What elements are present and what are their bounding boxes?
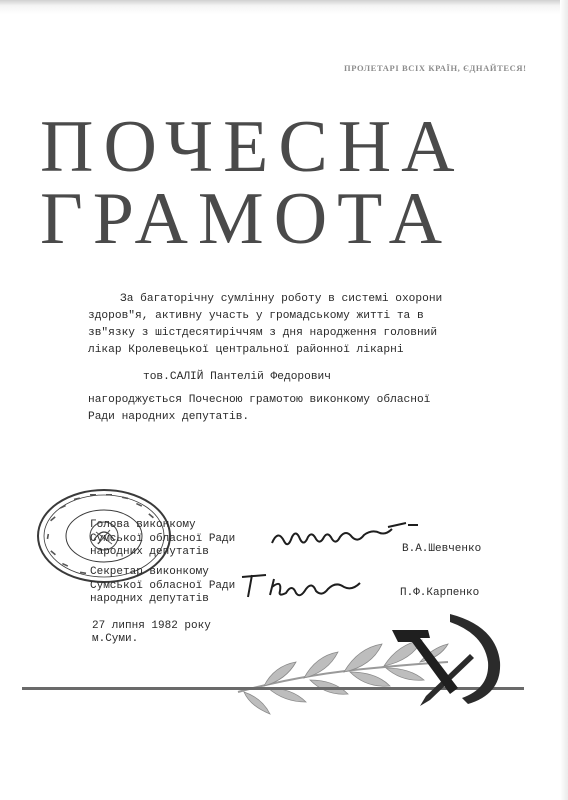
signatory-title-line: Секретар виконкому	[90, 566, 209, 578]
citation-line: лікар Кролевецької центральної районної лікарні	[88, 344, 404, 356]
citation-line: За багаторічну сумлінну роботу в системі охорони	[120, 293, 443, 305]
awardee-name: тов.САЛІЙ Пантелій Федорович	[143, 371, 331, 383]
signatory-title-line: Сумської обласної Ради	[90, 579, 236, 592]
issue-date: 27 липня 1982 року	[92, 620, 211, 632]
issue-place: м.Суми.	[92, 633, 139, 645]
award-line: Ради народних депутатів.	[88, 411, 250, 423]
scan-edge-top	[0, 0, 568, 14]
signatory-title-line: народних депутатів	[90, 593, 209, 605]
title-line-1: ПОЧЕСНА	[40, 106, 465, 188]
citation-paragraph	[88, 291, 442, 359]
signatory-title-line: народних депутатів	[90, 546, 209, 558]
signatory-title-line: Голова виконкому	[90, 519, 196, 531]
signatory-title-line: Сумської обласної Ради	[90, 532, 236, 545]
signature-secretary	[236, 571, 396, 601]
citation-line: зв"язку з шістдесятиріччям з дня народження головний	[88, 327, 438, 339]
hammer-and-sickle-icon	[380, 608, 506, 708]
slogan: ПРОЛЕТАРІ ВСІХ КРАЇН, ЄДНАЙТЕСЯ!	[344, 63, 527, 73]
award-paragraph	[88, 392, 430, 426]
issue-date-place	[92, 620, 211, 646]
signatory-title-secretary	[90, 566, 235, 607]
scan-edge-right	[560, 0, 568, 800]
award-line: нагороджується Почесною грамотою виконкому обласної	[88, 394, 431, 406]
signatory-name-chairman: В.А.Шевченко	[402, 543, 482, 555]
title-line-2: ГРАМОТА	[40, 178, 453, 260]
signatory-name-secretary: П.Ф.Карпенко	[400, 587, 480, 599]
citation-line: здоров"я, активну участь у громадському житті та в	[88, 310, 424, 322]
signature-chairman	[268, 515, 428, 555]
signatory-title-chairman	[90, 519, 235, 560]
